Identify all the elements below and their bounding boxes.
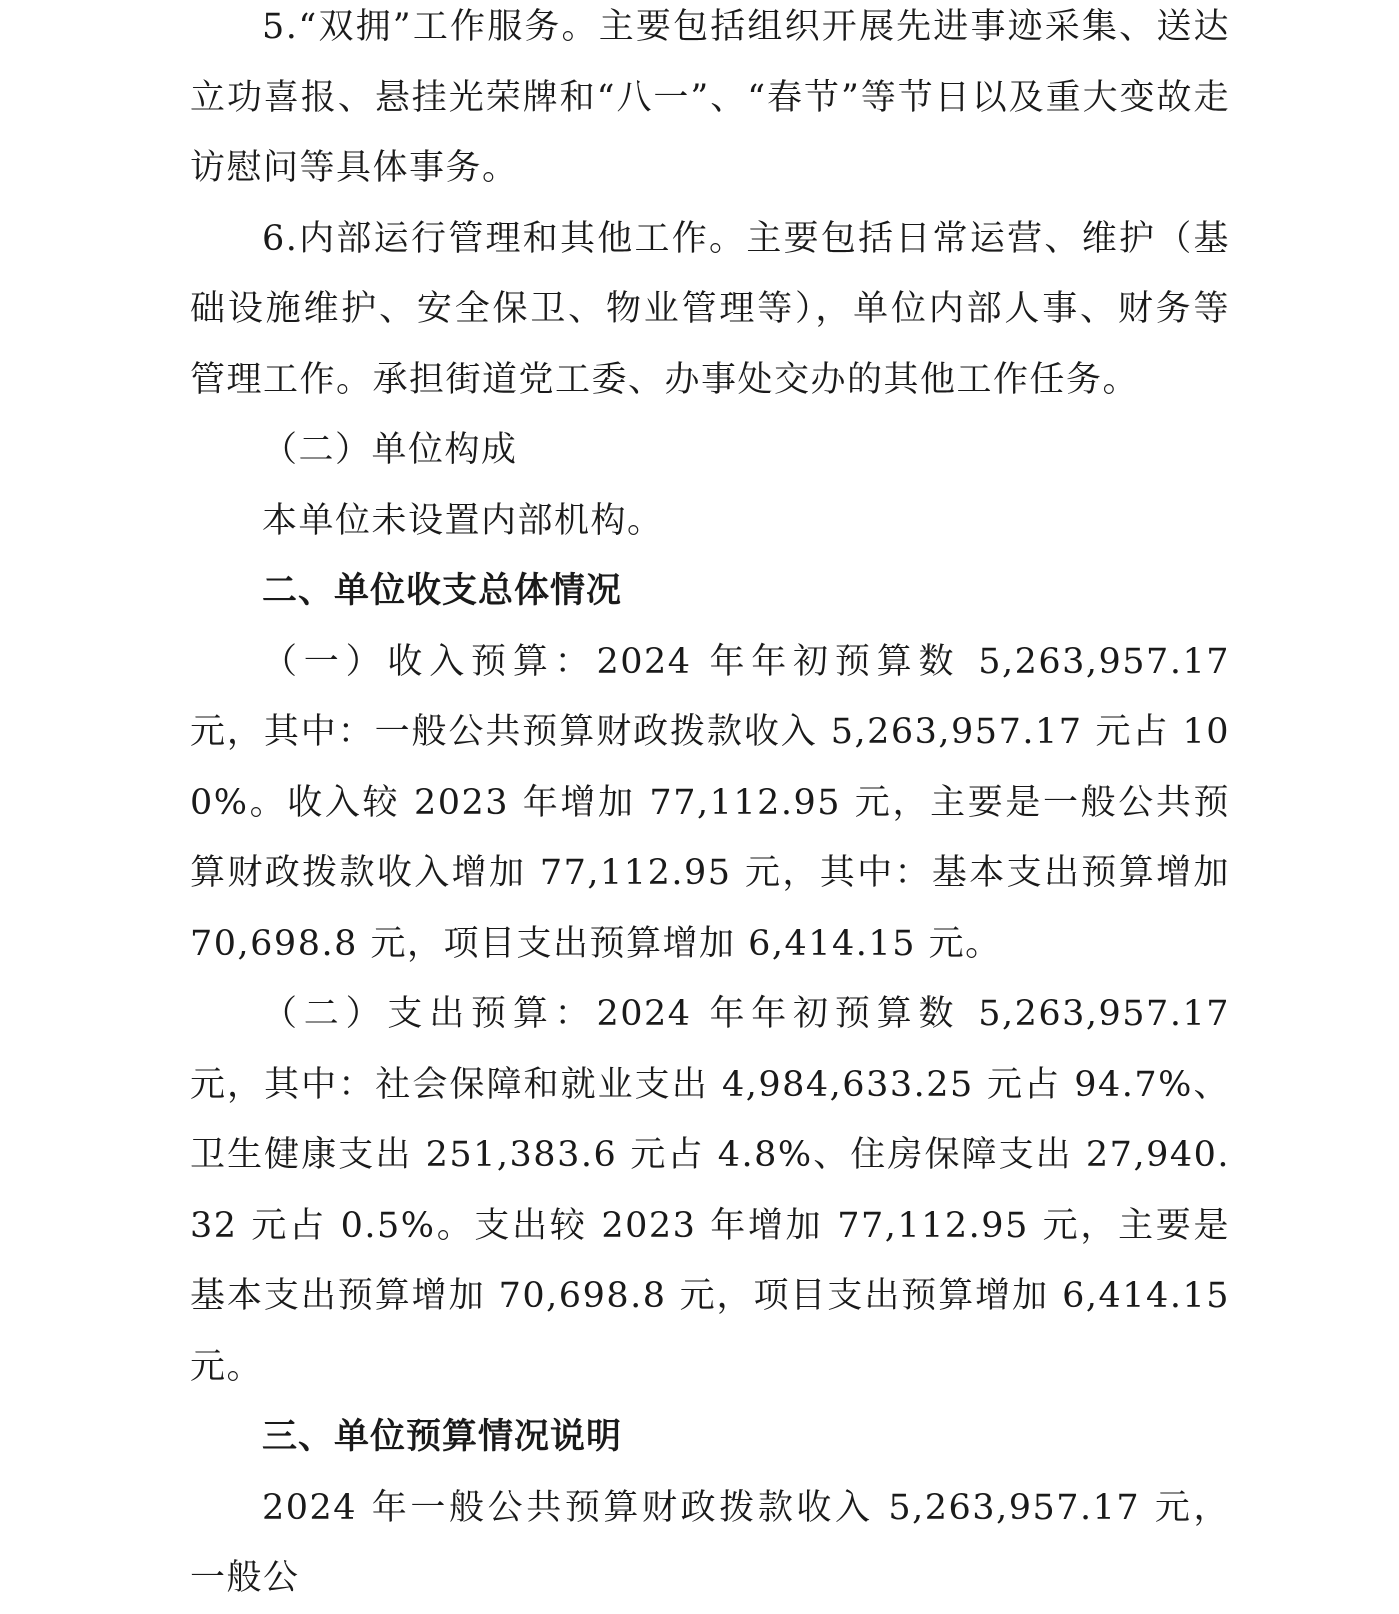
document-page xyxy=(190,0,1230,1614)
paragraph-internal-operations: 6.内部运行管理和其他工作。主要包括日常运营、维护（基础设施维护、安全保卫、物业管理等），单位内部人事、财务等管理工作。承担街道党工委、办事处交办的其他工作任务。 xyxy=(190,218,1230,400)
paragraph-dual-support-services: 5.“双拥”工作服务。主要包括组织开展先进事迹采集、送达立功喜报、悬挂光荣牌和“八一”、“春节”等节日以及重大变故走访慰问等具体事务。 xyxy=(190,7,1230,188)
subheading-unit-structure: （二）单位构成 xyxy=(262,430,518,470)
heading-budget-explanation: 三、单位预算情况说明 xyxy=(262,1417,623,1457)
paragraph-unit-structure: 本单位未设置内部机构。 xyxy=(262,500,664,541)
heading-overall-income-expense: 二、单位收支总体情况 xyxy=(262,571,623,611)
paragraph-general-public-budget: 2024 年一般公共预算财政拨款收入 5,263,957.17 元，一般公 xyxy=(190,1487,1230,1598)
paragraph-expense-budget: （二）支出预算：2024 年年初预算数 5,263,957.17 元，其中：社会保障和就业支出 4,984,633.25 元占 94.7%、卫生健康支出 251,383.6 元占 4.8%、住房保障支出 27,940.32 元占 0.5%。支出较 2023 年增加 77,112.95 元，主要是基本支出预算增加 70,698.8 元，项目支出预算增加 6,414.15 元。 xyxy=(190,994,1230,1387)
paragraph-income-budget: （一）收入预算：2024 年年初预算数 5,263,957.17 元，其中：一般公共预算财政拨款收入 5,263,957.17 元占 100%。收入较 2023 年增加 77,112.95 元，主要是一般公共预算财政拨款收入增加 77,112.95 元，其中：基本支出预算增加 70,698.8 元，项目支出预算增加 6,414.15 元。 xyxy=(190,641,1230,964)
